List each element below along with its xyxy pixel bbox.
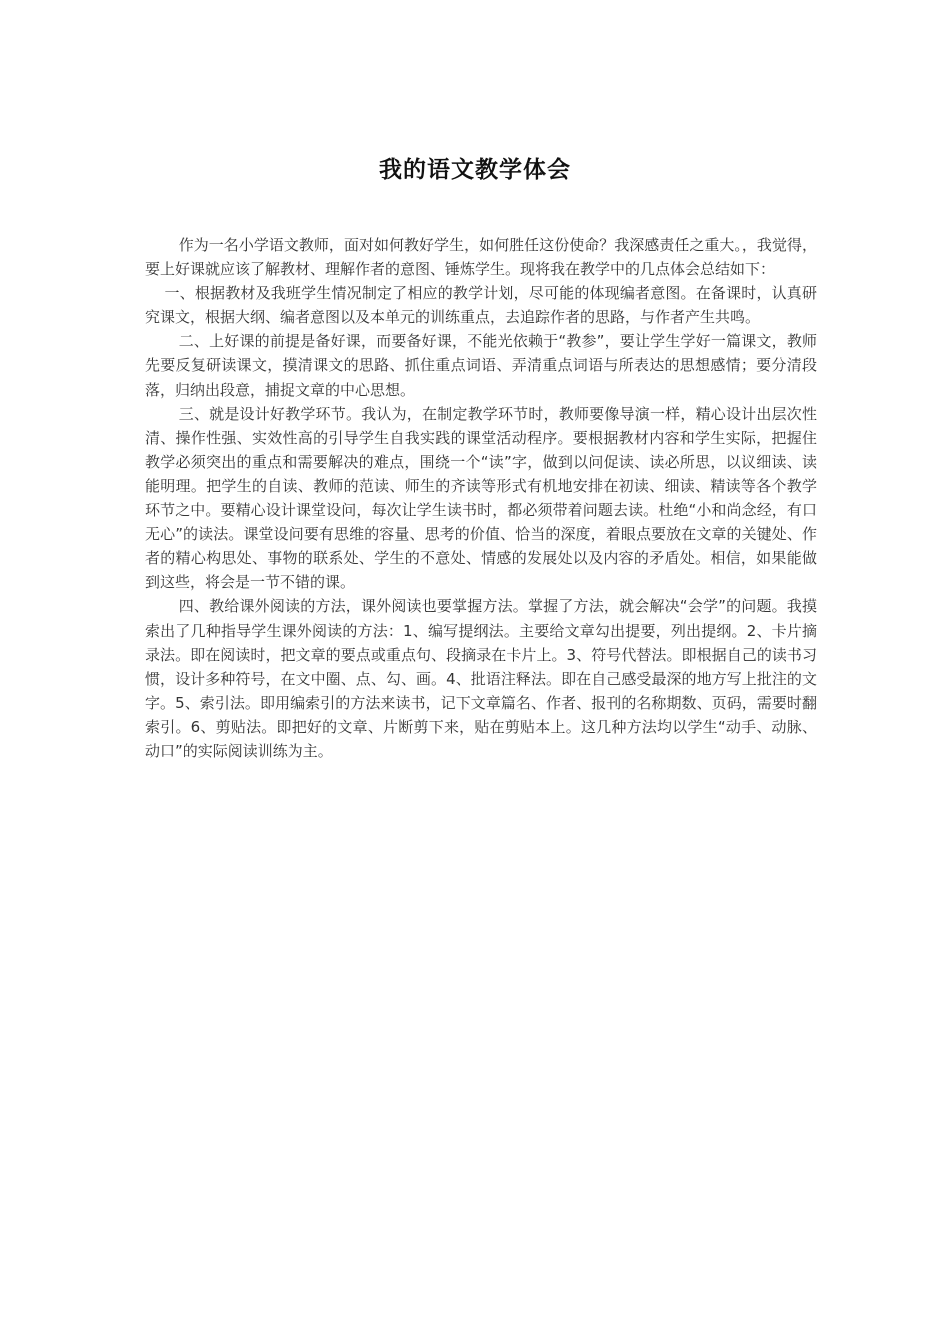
paragraph-point-4: 四、教给课外阅读的方法，课外阅读也要掌握方法。掌握了方法，就会解决“会学”的问题。我摸索出了几种指导学生课外阅读的方法：1、编写提纲法。主要给文章勾出提要，列出提纲。2、卡片摘录法。即在阅读时，把文章的要点或重点句、段摘录在卡片上。3、符号代替法。即根据自己的读书习惯，设计多种符号，在文中圈、点、勾、画。4、批语注释法。即在自己感受最深的地方写上批注的文字。5、索引法。即用编索引的方法来读书，记下文章篇名、作者、报刊的名称期数、页码，需要时翻索引。6、剪贴法。即把好的文章、片断剪下来，贴在剪贴本上。这几种方法均以学生“动手、动脉、动口”的实际阅读训练为主。	[145, 597, 817, 760]
paragraph-intro: 作为一名小学语文教师，面对如何教好学生，如何胜任这份使命？我深感责任之重大。，我觉得，要上好课就应该了解教材、理解作者的意图、锤炼学生。现将我在教学中的几点体会总结如下：	[145, 236, 817, 279]
paragraph-point-2: 二、上好课的前提是备好课，而要备好课，不能光依赖于“教参”，要让学生学好一篇课文，教师先要反复研读课文，摸清课文的思路、抓住重点词语、弄清重点词语与所表达的思想感情；要分清段落，归纳出段意，捕捉文章的中心思想。	[145, 332, 817, 399]
document-body	[145, 233, 817, 763]
document-title: 我的语文教学体会	[379, 156, 571, 183]
paragraph-point-3: 三、就是设计好教学环节。我认为，在制定教学环节时，教师要像导演一样，精心设计出层次性清、操作性强、实效性高的引导学生自我实践的课堂活动程序。要根据教材内容和学生实际，把握住教学必须突出的重点和需要解决的难点，围绕一个“读”字，做到以问促读、读必所思，以议细读、读能明理。把学生的自读、教师的范读、师生的齐读等形式有机地安排在初读、细读、精读等各个教学环节之中。要精心设计课堂设问，每次让学生读书时，都必须带着问题去读。杜绝“小和尚念经，有口无心”的读法。课堂设问要有思维的容量、思考的价值、恰当的深度，着眼点要放在文章的关键处、作者的精心构思处、事物的联系处、学生的不意处、情感的发展处以及内容的矛盾处。相信，如果能做到这些，将会是一节不错的课。	[145, 404, 817, 592]
paragraph-point-1: 一、根据教材及我班学生情况制定了相应的教学计划，尽可能的体现编者意图。在备课时，认真研究课文，根据大纲、编者意图以及本单元的训练重点，去追踪作者的思路，与作者产生共鸣。	[145, 284, 817, 327]
